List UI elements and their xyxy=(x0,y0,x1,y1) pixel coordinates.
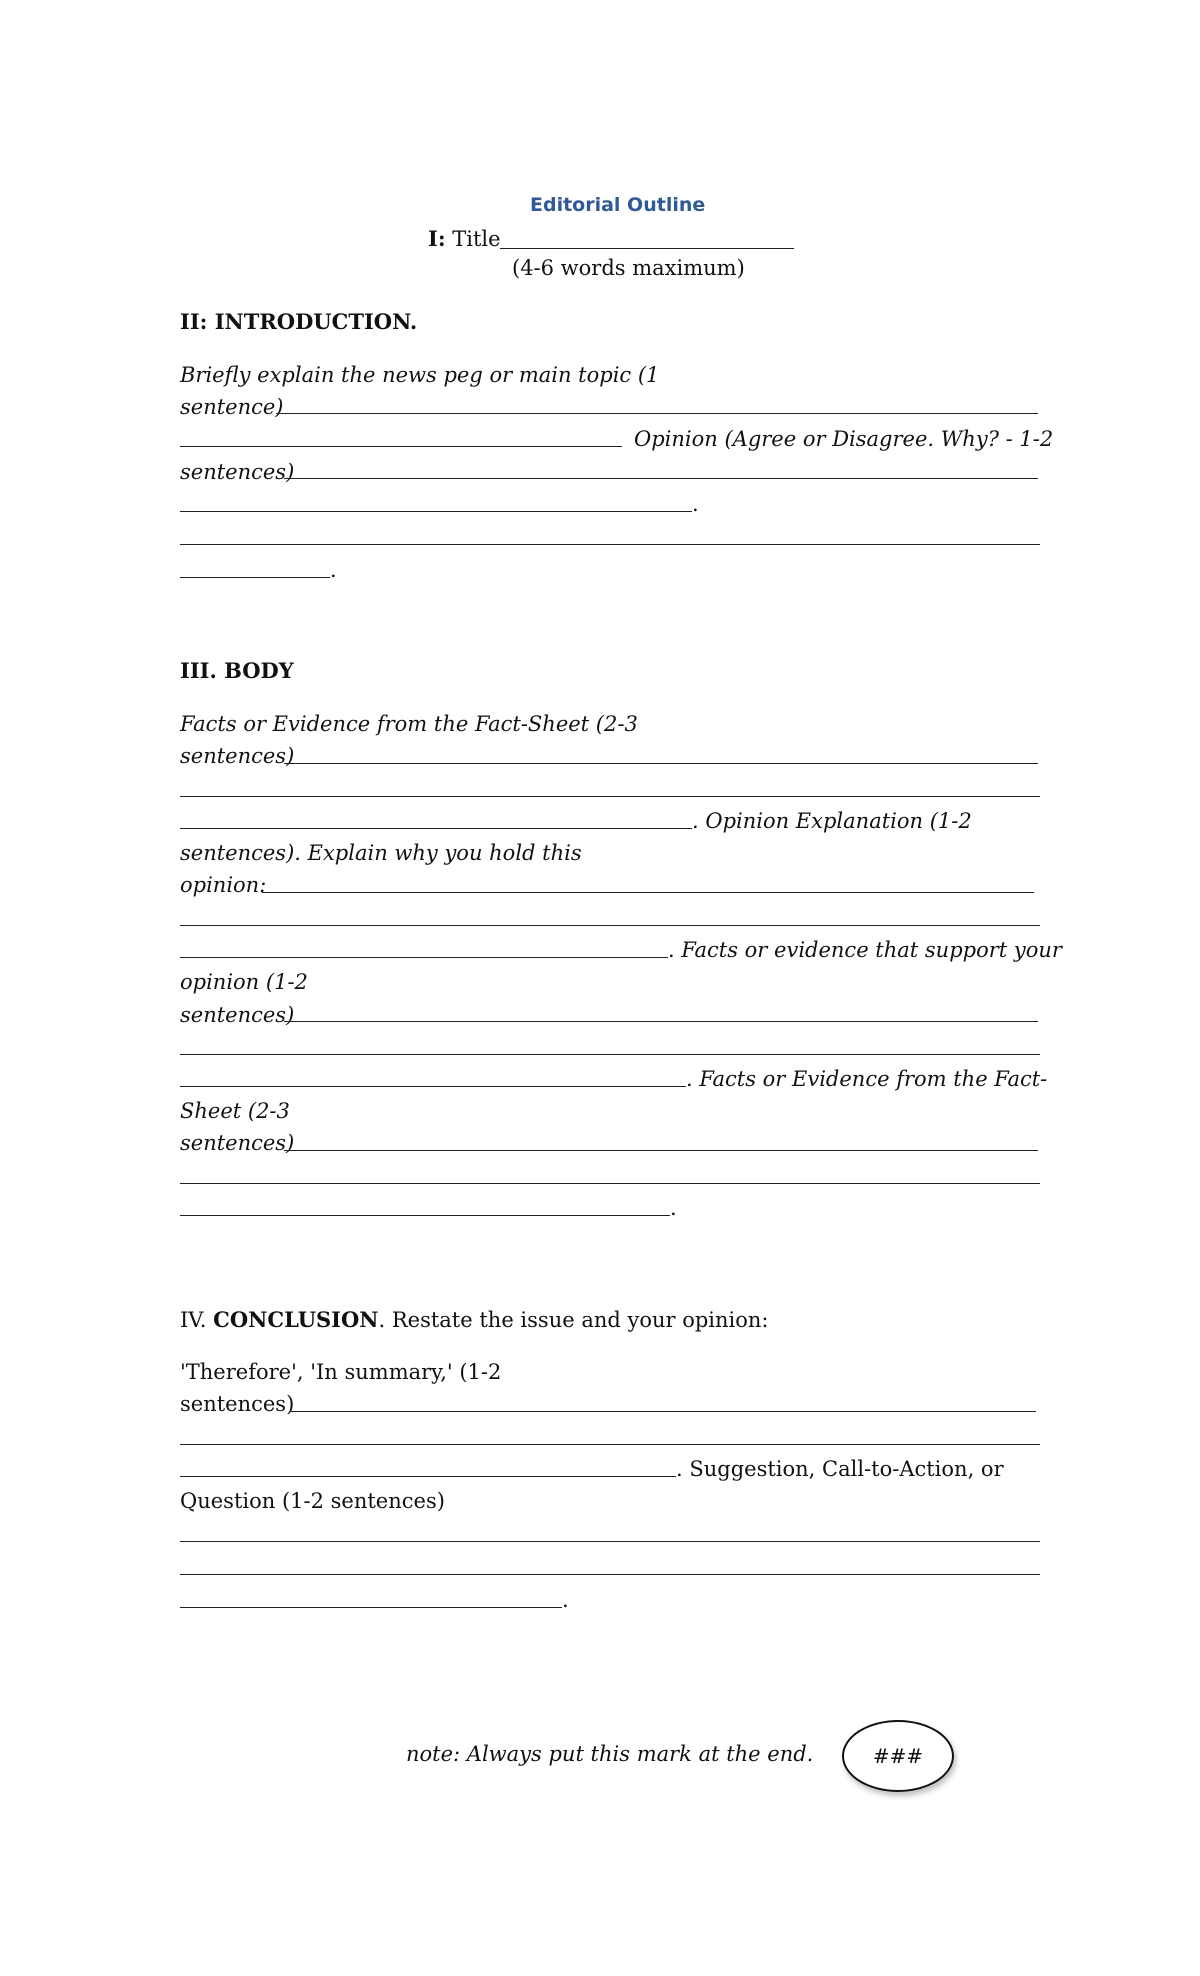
document-title: Editorial Outline xyxy=(530,194,706,216)
title-blank-line[interactable] xyxy=(500,248,794,249)
answer-line[interactable] xyxy=(284,478,1038,479)
answer-line[interactable] xyxy=(180,1086,686,1087)
body-prompt-1-line2: sentences) xyxy=(180,744,295,768)
end-mark-note: note: Always put this mark at the end. xyxy=(406,1742,814,1766)
answer-line[interactable] xyxy=(180,1574,1040,1575)
body-prompt-3-line2: opinion (1-2 xyxy=(180,970,308,994)
body-prompt-4-line2: Sheet (2-3 xyxy=(180,1099,290,1123)
answer-line[interactable] xyxy=(180,1054,1040,1055)
answer-line[interactable] xyxy=(262,892,1034,893)
body-heading: III. BODY xyxy=(180,658,294,683)
answer-line[interactable] xyxy=(180,446,622,447)
title-label-num: I: xyxy=(428,226,446,251)
conclusion-prompt-2-line2: Question (1-2 sentences) xyxy=(180,1489,445,1513)
title-hint: (4-6 words maximum) xyxy=(512,256,745,280)
answer-line[interactable] xyxy=(180,796,1040,797)
answer-line[interactable] xyxy=(180,1476,676,1477)
answer-line[interactable] xyxy=(180,957,668,958)
conclusion-prompt-2-line1: . Suggestion, Call-to-Action, or xyxy=(676,1457,1004,1481)
answer-line[interactable] xyxy=(180,1541,1040,1542)
answer-line[interactable] xyxy=(180,925,1040,926)
end-mark-oval xyxy=(842,1720,954,1792)
answer-line[interactable] xyxy=(180,577,330,578)
body-prompt-1-line1: Facts or Evidence from the Fact-Sheet (2-3 xyxy=(180,712,638,736)
answer-line[interactable] xyxy=(180,1607,562,1608)
answer-line[interactable] xyxy=(180,511,692,512)
answer-line[interactable] xyxy=(284,1021,1038,1022)
answer-line[interactable] xyxy=(180,544,1040,545)
answer-line[interactable] xyxy=(180,1444,1040,1445)
conclusion-heading-num: IV. xyxy=(180,1308,207,1332)
conclusion-prompt-1-line1: 'Therefore', 'In summary,' (1-2 xyxy=(180,1360,502,1384)
body-prompt-2-line2: sentences). Explain why you hold this xyxy=(180,841,582,865)
body-prompt-2-line3: opinion: xyxy=(180,873,267,897)
body-prompt-2-line1: . Opinion Explanation (1-2 xyxy=(692,809,972,833)
intro-prompt-line1: Briefly explain the news peg or main topic (1 xyxy=(180,363,660,387)
intro-end-mark-1: . xyxy=(692,492,699,516)
conclusion-heading xyxy=(180,1305,769,1335)
opinion-prompt-line2: sentences) xyxy=(180,460,295,484)
opinion-prompt-line1: Opinion (Agree or Disagree. Why? - 1-2 xyxy=(634,427,1054,451)
body-prompt-3-line1: . Facts or evidence that support your xyxy=(668,938,1062,962)
intro-end-mark-2: . xyxy=(330,558,337,582)
conclusion-heading-rest: . Restate the issue and your opinion: xyxy=(378,1308,769,1332)
title-label xyxy=(428,224,501,254)
answer-line[interactable] xyxy=(290,1411,1036,1412)
intro-prompt-line2: sentence) xyxy=(180,395,284,419)
conclusion-end-mark: . xyxy=(562,1588,569,1612)
body-end-mark: . xyxy=(670,1196,677,1220)
answer-line[interactable] xyxy=(180,828,692,829)
body-prompt-4-line3: sentences) xyxy=(180,1131,295,1155)
body-prompt-4-line1: . Facts or Evidence from the Fact- xyxy=(686,1067,1048,1091)
answer-line[interactable] xyxy=(180,1215,670,1216)
title-label-text: Title xyxy=(452,227,501,251)
body-prompt-3-line3: sentences) xyxy=(180,1003,295,1027)
answer-line[interactable] xyxy=(284,763,1038,764)
answer-line[interactable] xyxy=(180,1183,1040,1184)
conclusion-heading-bold: CONCLUSION xyxy=(213,1307,379,1332)
answer-line[interactable] xyxy=(284,1150,1038,1151)
end-mark-text: ### xyxy=(872,1744,924,1768)
introduction-heading: II: INTRODUCTION. xyxy=(180,309,418,334)
answer-line[interactable] xyxy=(276,413,1038,414)
conclusion-prompt-1-line2: sentences) xyxy=(180,1392,295,1416)
